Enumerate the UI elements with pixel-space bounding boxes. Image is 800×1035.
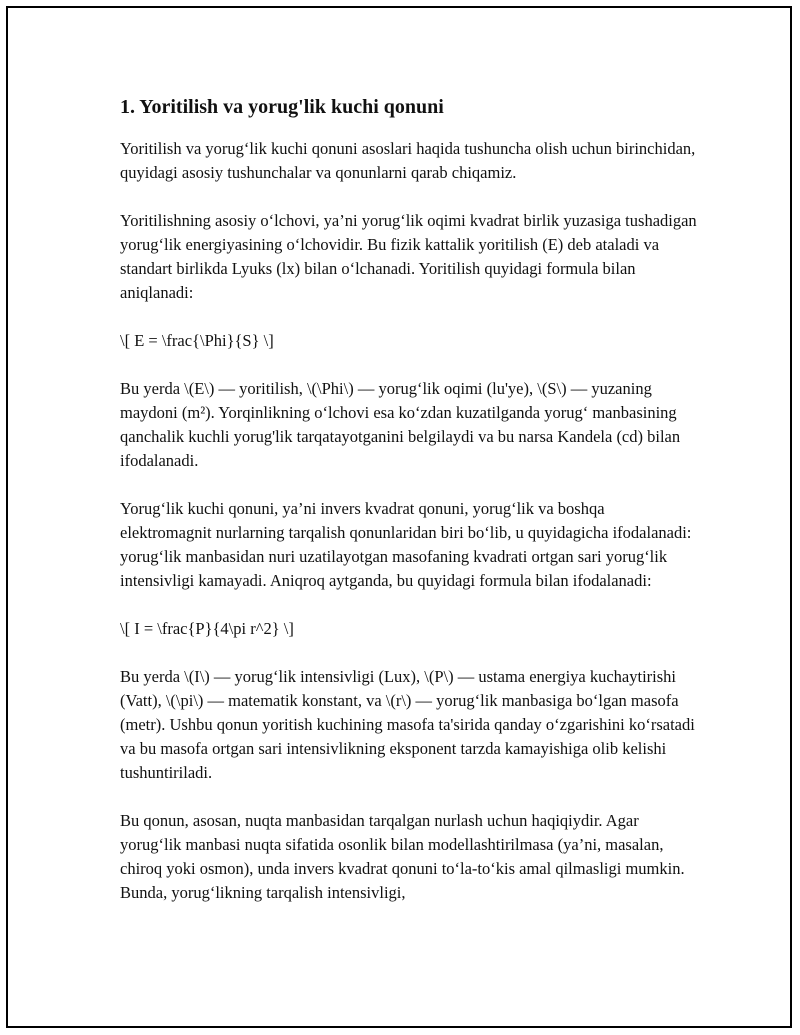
paragraph-point-source: Bu qonun, asosan, nuqta manbasidan tarqalgan nurlash uchun haqiqiydir. Agar yorug‘lik manbasi nuqta sifatida osonlik bilan modellashtirilmasa (ya’ni, masalan, chiroq yoki osmon), unda invers kvadrat qonuni to‘la-to‘kis amal qilmasligi mumkin. Bunda, yorug‘likning tarqalish intensivligi, [120, 811, 685, 902]
paragraph-illuminance: Yoritilishning asosiy o‘lchovi, ya’ni yorug‘lik oqimi kvadrat birlik yuzasiga tushadigan yorug‘lik energiyasining o‘lchovidir. Bu fizik kattalik yoritilish (E) deb ataladi va standart birlikda Lyuks (lx) bilan o‘lchanadi. Yoritilish quyidagi formula bilan aniqlanadi: [120, 211, 697, 302]
document-body [120, 94, 700, 929]
formula-intensity: \[ I = \frac{P}{4\pi r^2} \] [120, 619, 294, 638]
paragraph-inverse-square: Yorug‘lik kuchi qonuni, ya’ni invers kvadrat qonuni, yorug‘lik va boshqa elektromagnit nurlarning tarqalish qonunlaridan biri bo‘lib, u quyidagicha ifodalanadi: yorug‘lik manbasidan nuri uzatilayotgan masofaning kvadrati ortgan sari yorug‘lik intensivligi kamayadi. Aniqroq aytganda, bu quyidagi formula bilan ifodalanadi: [120, 499, 692, 590]
page-frame [6, 6, 792, 1028]
paragraph-intensity-terms: Bu yerda \(I\) — yorug‘lik intensivligi (Lux), \(P\) — ustama energiya kuchaytirishi (Vatt), \(\pi\) — matematik konstant, va \(r\) — yorug‘lik manbasiga bo‘lgan masofa (metr). Ushbu qonun yoritish kuchining masofa ta'sirida qanday o‘zgarishini ko‘rsatadi va bu masofa ortgan sari intensivlikning eksponent tarzda kamayishiga olib kelishi tushuntiriladi. [120, 667, 695, 782]
formula-illuminance: \[ E = \frac{\Phi}{S} \] [120, 331, 274, 350]
document-title: 1. Yoritilish va yorug'lik kuchi qonuni [120, 96, 444, 118]
paragraph-illuminance-terms: Bu yerda \(E\) — yoritilish, \(\Phi\) — yorug‘lik oqimi (lu'ye), \(S\) — yuzaning maydoni (m²). Yorqinlikning o‘lchovi esa ko‘zdan kuzatilganda yorug‘ manbasining qanchalik kuchli yorug'lik tarqatayotganini belgilaydi va bu narsa Kandela (cd) bilan ifodalanadi. [120, 379, 681, 470]
paragraph-intro: Yoritilish va yorug‘lik kuchi qonuni asoslari haqida tushuncha olish uchun birinchidan, quyidagi asosiy tushunchalar va qonunlarni qarab chiqamiz. [120, 139, 696, 182]
